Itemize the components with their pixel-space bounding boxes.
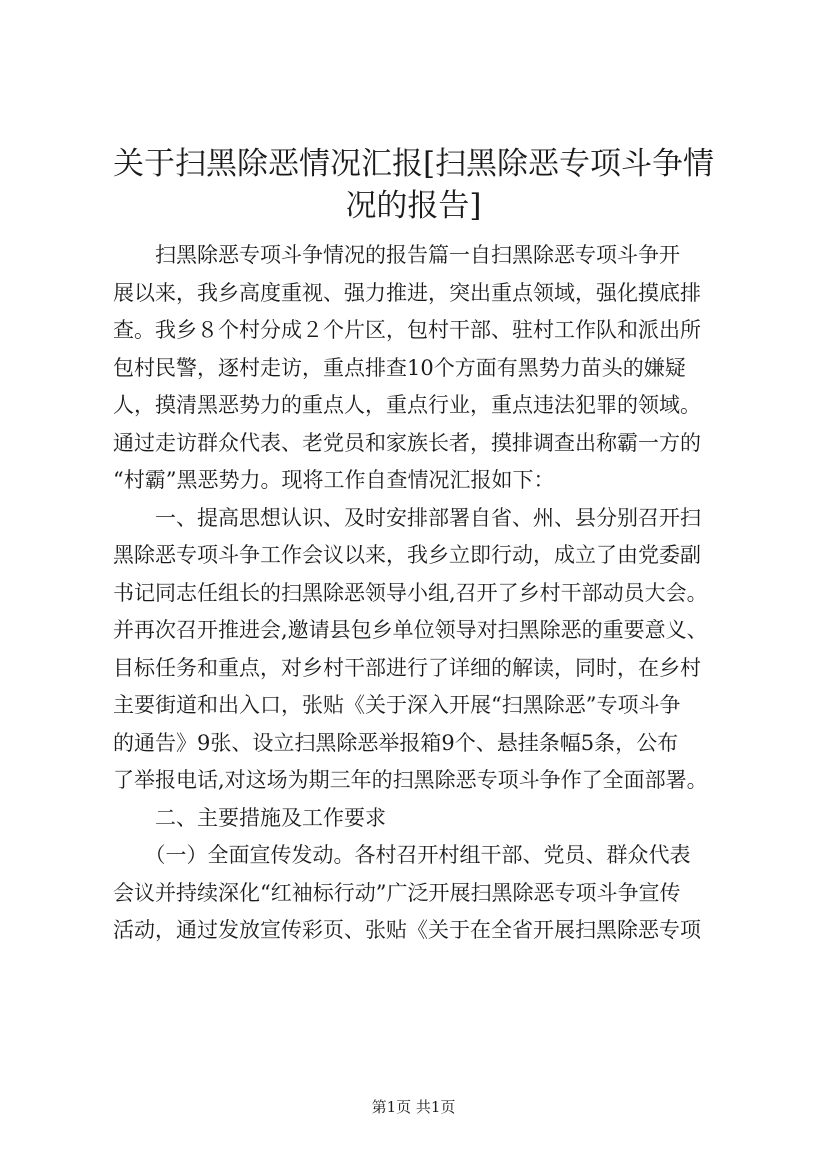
- text-line: 了举报电话,对这场为期三年的扫黑除恶专项斗争作了全面部署。: [113, 768, 708, 792]
- text-line: 包村民警，逐村走访，重点排查10个方面有黑势力苗头的嫌疑: [113, 355, 686, 380]
- paragraph: [113, 237, 733, 500]
- page-footer: 第1页 共1页: [371, 1098, 456, 1116]
- paragraph: [113, 800, 733, 838]
- text-line: （一）全面宣传发动。各村召开村组干部、党员、群众代表: [113, 843, 691, 867]
- text-line: 一、提高思想认识、及时安排部署自省、州、县分别召开扫: [113, 505, 701, 530]
- title-line: 关于扫黑除恶情况汇报[扫黑除恶专项斗争情: [112, 146, 715, 182]
- title-line: 况的报告]: [345, 188, 482, 224]
- document-title: [100, 143, 727, 227]
- text-line: 黑除恶专项斗争工作会议以来，我乡立即行动，成立了由党委副: [113, 543, 701, 567]
- text-line: 扫黑除恶专项斗争情况的报告篇一自扫黑除恶专项斗争开: [113, 243, 680, 267]
- text-line: 主要街道和出入口，张贴《关于深入开展“扫黑除恶”专项斗争: [113, 693, 681, 717]
- paragraph: [113, 500, 733, 800]
- text-line: “村霸”黑恶势力。现将工作自查情况汇报如下：: [113, 468, 555, 492]
- text-line: 人，摸清黑恶势力的重点人，重点行业，重点违法犯罪的领域。: [113, 393, 701, 417]
- text-line: 查。我乡８个村分成２个片区，包村干部、驻村工作队和派出所: [113, 318, 701, 342]
- text-line: 活动，通过发放宣传彩页、张贴《关于在全省开展扫黑除恶专项: [113, 918, 701, 942]
- text-line: 会议并持续深化“红袖标行动”广泛开展扫黑除恶专项斗争宣传: [113, 880, 681, 905]
- text-line: 展以来，我乡高度重视、强力推进，突出重点领域，强化摸底排: [113, 280, 701, 305]
- text-line: 通过走访群众代表、老党员和家族长者，摸排调查出称霸一方的: [113, 430, 701, 455]
- text-line: 书记同志任组长的扫黑除恶领导小组,召开了乡村干部动员大会。: [113, 580, 708, 605]
- text-line: 并再次召开推进会,邀请县包乡单位领导对扫黑除恶的重要意义、: [113, 618, 708, 642]
- paragraph: [113, 837, 733, 950]
- text-line: 二、主要措施及工作要求: [113, 805, 386, 830]
- text-line: 的通告》9张、设立扫黑除恶举报箱9个、悬挂条幅5条，公布: [113, 730, 679, 755]
- document-body: [113, 237, 733, 950]
- text-line: 目标任务和重点，对乡村干部进行了详细的解读，同时，在乡村: [113, 655, 701, 680]
